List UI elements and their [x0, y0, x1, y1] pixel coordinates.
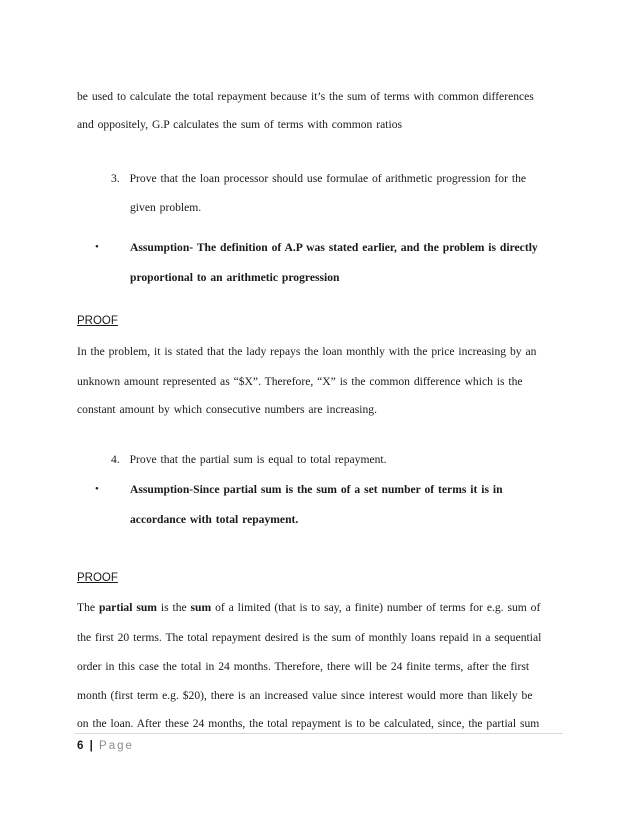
footer-divider: [75, 733, 563, 734]
page-number: 6: [77, 740, 84, 752]
page-footer: [77, 740, 134, 752]
bullet-icon: •: [95, 483, 99, 495]
item-4-number: 4.: [111, 453, 120, 466]
assumption-2-line-1: Assumption-Since partial sum is the sum of a set number of terms it is in: [130, 483, 503, 496]
proof-2-text: The: [77, 601, 99, 614]
assumption-2-line-2: accordance with total repayment.: [130, 513, 299, 526]
proof-1-line-3: constant amount by which consecutive numbers are increasing.: [77, 403, 377, 416]
proof-2-line-3: order in this case the total in 24 months. Therefore, there will be 24 finite terms, after the first: [77, 660, 530, 673]
proof-heading-1: PROOF: [77, 315, 118, 327]
proof-1-line-2: unknown amount represented as “$X”. Therefore, “X” is the common difference which is the: [77, 375, 523, 388]
intro-line-1: be used to calculate the total repayment because it’s the sum of terms with common differences: [77, 90, 534, 103]
page-label: Page: [99, 740, 134, 752]
proof-1-line-1: In the problem, it is stated that the lady repays the loan monthly with the price increasing by an: [77, 345, 537, 358]
proof-2-line-1: [77, 601, 558, 614]
proof-2-line-4: month (first term e.g. $20), there is an increased value since interest would more than likely be: [77, 689, 533, 702]
item-3-text: Prove that the loan processor should use formulae of arithmetic progression for the: [129, 172, 527, 185]
item-3-line-2: given problem.: [130, 201, 202, 214]
intro-line-2: and oppositely, G.P calculates the sum of terms with common ratios: [77, 118, 403, 131]
item-4-text: Prove that the partial sum is equal to total repayment.: [129, 453, 387, 466]
assumption-1-line-2: proportional to an arithmetic progression: [130, 271, 340, 284]
item-3-number: 3.: [111, 172, 120, 185]
term-partial-sum: partial sum: [98, 601, 157, 614]
item-4-line-1: [111, 453, 558, 466]
proof-heading-2: PROOF: [77, 572, 118, 584]
term-sum: sum: [190, 601, 212, 614]
proof-2-line-5: on the loan. After these 24 months, the total repayment is to be calculated, since, the partial sum: [77, 717, 540, 730]
assumption-1-line-1: Assumption- The definition of A.P was stated earlier, and the problem is directly: [130, 241, 538, 254]
bullet-icon: •: [95, 241, 99, 253]
proof-2-line-2: the first 20 terms. The total repayment desired is the sum of monthly loans repaid in a sequential: [77, 631, 542, 644]
proof-2-text: of a limited (that is to say, a finite) number of terms for e.g. sum of: [211, 601, 541, 614]
proof-2-text: is the: [156, 601, 191, 614]
item-3-line-1: [111, 172, 558, 185]
footer-separator: |: [89, 740, 93, 752]
